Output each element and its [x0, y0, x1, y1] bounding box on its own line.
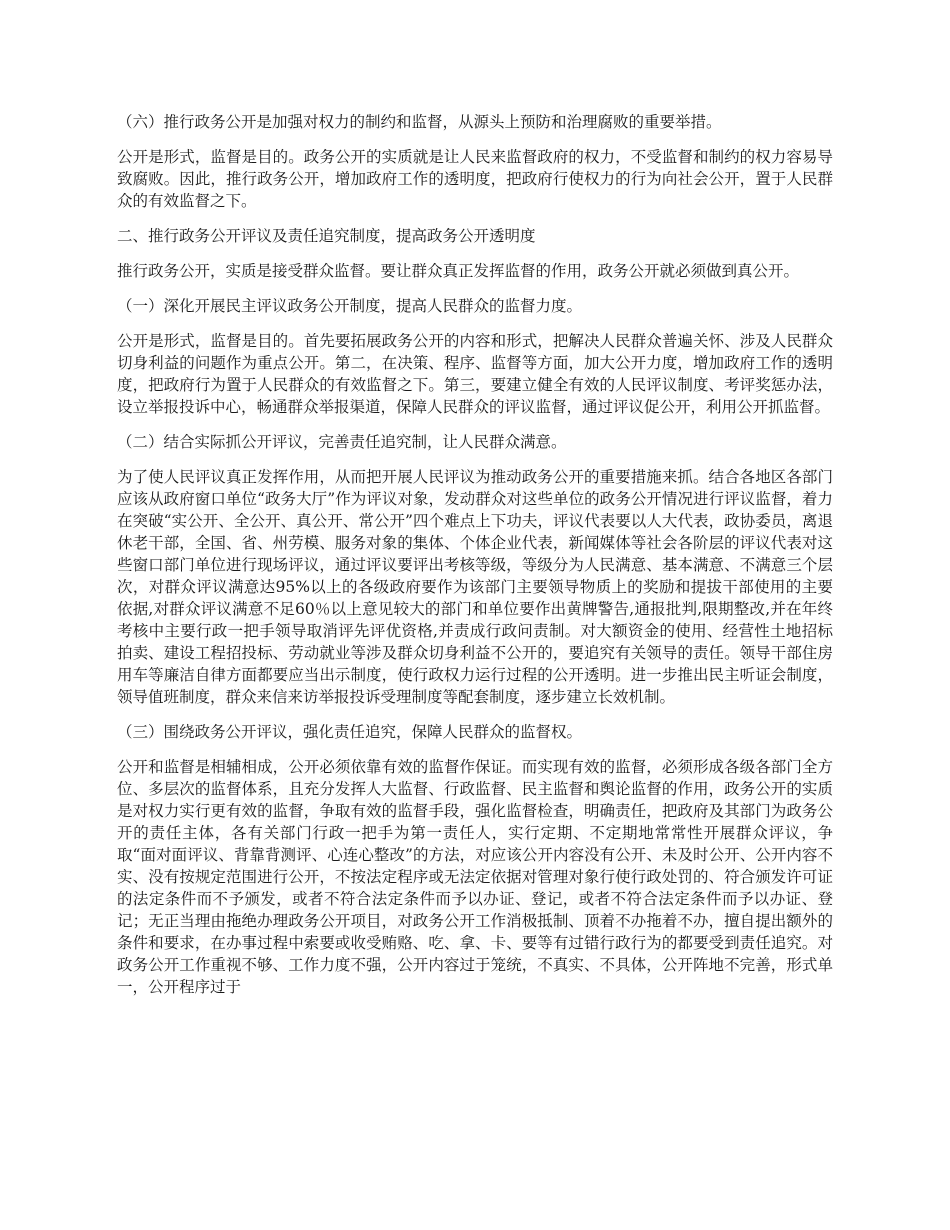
- body-paragraph: 公开和监督是相辅相成，公开必须依靠有效的监督作保证。而实现有效的监督，必须形成各级各部门全方位、多层次的监督体系，且充分发挥人大监督、行政监督、民主监督和舆论监督的作用，政务公开的实质是对权力实行更有效的监督，争取有效的监督手段，强化监督检查，明确责任，把政府及其部门为政务公开的责任主体，各有关部门行政一把手为第一责任人，实行定期、不定期地常常性开展群众评议，争取“面对面评议、背靠背测评、心连心整改”的方法，对应该公开内容没有公开、未及时公开、公开内容不实、没有按规定范围进行公开，不按法定程序或无法定依据对管理对象行使行政处罚的、符合颁发许可证的法定条件而不予颁发，或者不符合法定条件而予以办证、登记，或者不符合法定条件而予以办证、登记；无正当理由拖绝办理政务公开项目，对政务公开工作消极抵制、顶着不办拖着不办，擅自提出额外的条件和要求，在办事过程中索要或收受贿赂、吃、拿、卡、要等有过错行政行为的都要受到责任追究。对政务公开工作重视不够、工作力度不强，公开内容过于笼统，不真实、不具体，公开阵地不完善，形式单一，公开程序过于: [117, 758, 833, 996]
- body-paragraph: 公开是形式，监督是目的。首先要拓展政务公开的内容和形式，把解决人民群众普遍关怀、涉及人民群众切身利益的问题作为重点公开。第二，在决策、程序、监督等方面，加大公开力度，增加政府工作的透明度，把政府行为置于人民群众的有效监督之下。第三，要建立健全有效的人民评议制度、考评奖惩办法，设立举报投诉中心，畅通群众举报渠道，保障人民群众的评议监督，通过评议促公开，利用公开抓监督。: [117, 332, 833, 416]
- subsection-heading-1: （一）深化开展民主评议政务公开制度，提高人民群众的监督力度。: [117, 297, 583, 315]
- subsection-heading-3: （三）围绕政务公开评议，强化责任追究，保障人民群众的监督权。: [117, 723, 583, 741]
- section-heading-2: 二、推行政务公开评议及责任追究制度，提高政务公开透明度: [117, 227, 536, 245]
- body-paragraph: 推行政务公开，实质是接受群众监督。要让群众真正发挥监督的作用，政务公开就必须做到真公开。: [117, 262, 800, 280]
- subsection-heading-2: （二）结合实际抓公开评议，完善责任追究制，让人民群众满意。: [117, 433, 567, 451]
- body-paragraph: 为了使人民评议真正发挥作用，从而把开展人民评议为推动政务公开的重要措施来抓。结合各地区各部门应该从政府窗口单位“政务大厅”作为评议对象，发动群众对这些单位的政务公开情况进行评议监督，着力在突破“实公开、全公开、真公开、常公开”四个难点上下功夫，评议代表要以人大代表，政协委员，离退休老干部，全国、省、州劳模、服务对象的集体、个体企业代表，新闻媒体等社会各阶层的评议代表对这些窗口部门单位进行现场评议，通过评议要评出考核等级，等级分为人民满意、基本满意、不满意三个层次，对群众评议满意达95%以上的各级政府要作为该部门主要领导物质上的奖励和提拔干部使用的主要依据,对群众评议满意不足60％以上意见较大的部门和单位要作出黄牌警告,通报批判,限期整改,并在年终考核中主要行政一把手领导取消评先评优资格,并责成行政问责制。对大额资金的使用、经营性土地招标拍卖、建设工程招投标、劳动就业等涉及群众切身利益不公开的，要追究有关领导的责任。领导干部住房用车等廉洁自律方面都要应当出示制度，使行政权力运行过程的公开透明。进一步推出民主听证会制度，领导值班制度，群众来信来访举报投诉受理制度等配套制度，逐步建立长效机制。: [117, 468, 833, 706]
- document-page: [117, 111, 833, 1011]
- section-heading-6: （六）推行政务公开是加强对权力的制约和监督，从源头上预防和治理腐败的重要举措。: [117, 113, 722, 131]
- body-paragraph: 公开是形式，监督是目的。政务公开的实质就是让人民来监督政府的权力，不受监督和制约的权力容易导致腐败。因此，推行政务公开，增加政府工作的透明度，把政府行使权力的行为向社会公开，置于人民群众的有效监督之下。: [117, 148, 833, 210]
